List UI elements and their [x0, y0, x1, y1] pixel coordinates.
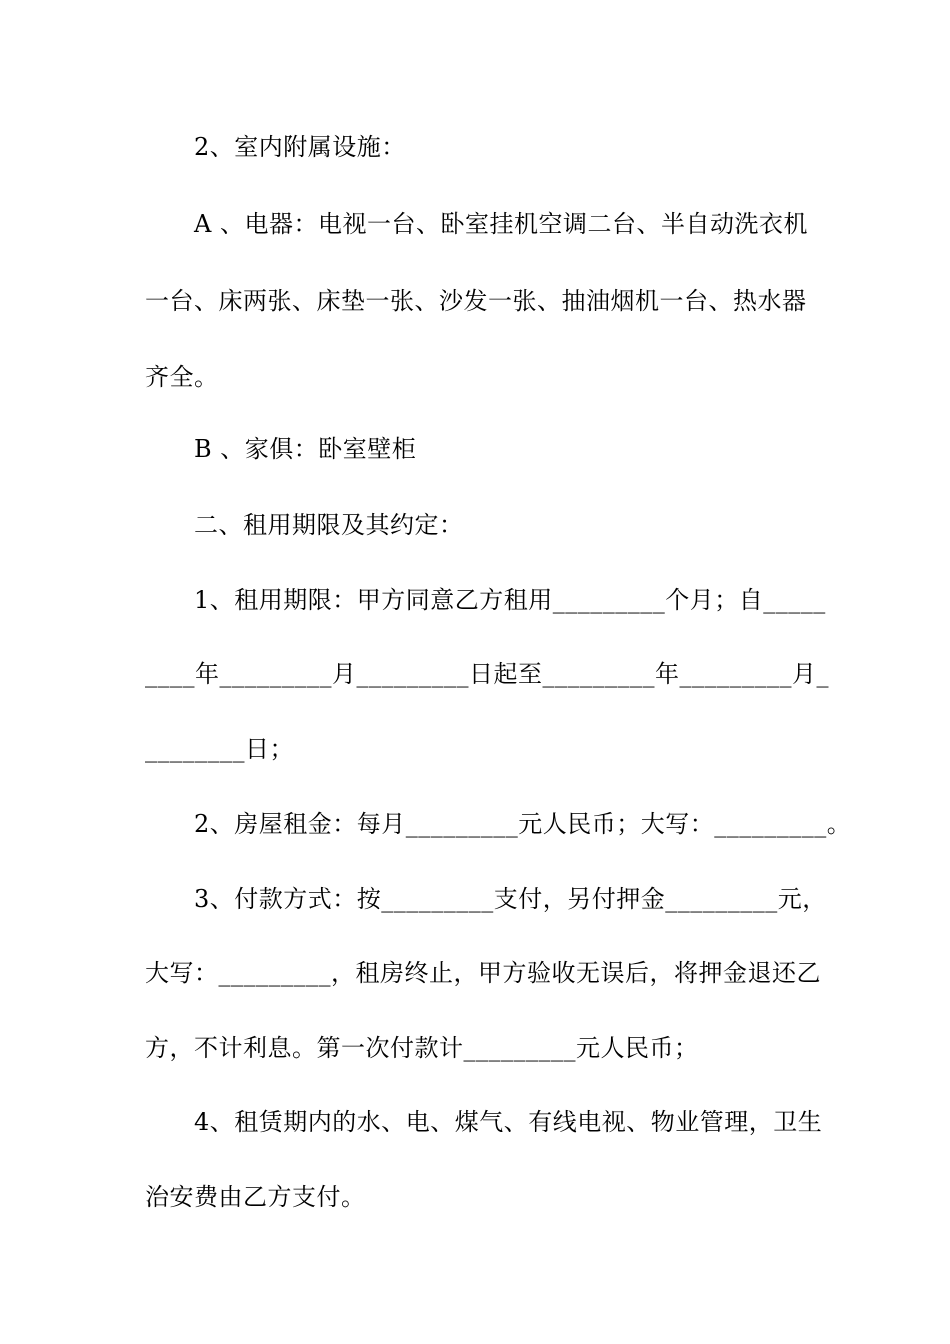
text-line: 一台、床两张、床垫一张、沙发一张、抽油烟机一台、热水器 [145, 287, 807, 315]
text-line: A 、电器：电视一台、卧室挂机空调二台、半自动洗衣机 [145, 210, 808, 238]
text-line: 2、房屋租金：每月_________元人民币；大写：_________。 [145, 810, 852, 838]
text-line: ________日； [145, 735, 294, 763]
text-line: 4、租赁期内的水、电、煤气、有线电视、物业管理，卫生 [145, 1108, 823, 1136]
text-line: ____年_________月_________日起至_________年_________月_ [145, 660, 829, 688]
text-line: 二、租用期限及其约定： [145, 511, 464, 539]
text-line: 3、付款方式：按_________支付，另付押金_________元， [145, 885, 827, 913]
text-line: 齐全。 [145, 363, 219, 391]
text-line: B 、家俱：卧室壁柜 [145, 435, 417, 463]
text-line: 2、室内附属设施： [145, 133, 406, 161]
text-line: 1、租用期限：甲方同意乙方租用_________个月；自_____ [145, 586, 826, 614]
text-line: 方，不计利息。第一次付款计_________元人民币； [145, 1034, 699, 1062]
text-line: 治安费由乙方支付。 [145, 1183, 366, 1211]
text-line: 大写：_________，租房终止，甲方验收无误后，将押金退还乙 [145, 959, 821, 987]
